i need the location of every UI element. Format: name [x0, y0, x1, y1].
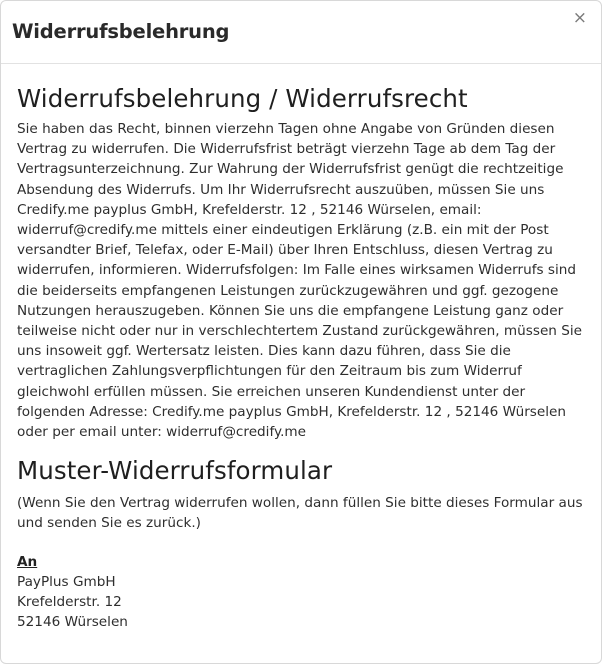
- address-company: PayPlus GmbH: [17, 573, 116, 590]
- modal-body: [1, 64, 601, 632]
- recipient-label: An: [17, 553, 38, 570]
- address-street: Krefelderstr. 12: [17, 593, 122, 610]
- address-city: 52146 Würselen: [17, 614, 128, 631]
- sample-form-heading: Muster-Widerrufsformular: [17, 456, 333, 486]
- withdrawal-right-text: Sie haben das Recht, binnen vierzehn Tagen ohne Angabe von Gründen diesen Vertrag zu widerrufen. Die Widerrufsfrist beträgt vierzehn Tage ab dem Tag der Vertragsunterzeichnung. Zur Wahrung der Widerrufsfrist genügt die rechtzeitige Absendung des Widerrufs. Um Ihr Widerrufsrecht auszuüben, müssen Sie uns Credify.me payplus GmbH, Krefelderstr. 12 , 52146 Würselen, email: widerruf@credify.me mittels einer eindeutigen Erklärung (z.B. ein mit der Post versandter Brief, Telefax, oder E-Mail) über Ihren Entschluss, diesen Vertrag zu widerrufen, informieren. Widerrufsfolgen: Im Falle eines wirksamen Widerrufs sind die beiderseits empfangenen Leistungen zurückzugewähren und ggf. gezogene Nutzungen herauszugeben. Können Sie uns die empfangene Leistung ganz oder teilweise nicht oder nur in verschlechtertem Zustand zurückgewähren, müssen Sie uns insoweit ggf. Wertersatz leisten. Dies kann dazu führen, dass Sie die vertraglichen Zahlungsverpflichtungen für den Zeitraum bis zum Widerruf gleichwohl erfüllen müssen. Sie erreichen unseren Kundendienst unter der folgenden Adresse: Credify.me payplus GmbH, Krefelderstr. 12 , 52146 Würselen oder per email unter: widerruf@credify.me: [17, 121, 583, 441]
- withdrawal-right-heading: Widerrufsbelehrung / Widerrufsrecht: [17, 84, 468, 113]
- close-icon[interactable]: ×: [572, 8, 587, 28]
- sample-form-intro: (Wenn Sie den Vertrag widerrufen wollen, dann füllen Sie bitte dieses Formular aus und senden Sie es zurück.): [17, 495, 583, 532]
- modal-header: [1, 1, 601, 64]
- modal-title: Widerrufsbelehrung: [12, 20, 230, 43]
